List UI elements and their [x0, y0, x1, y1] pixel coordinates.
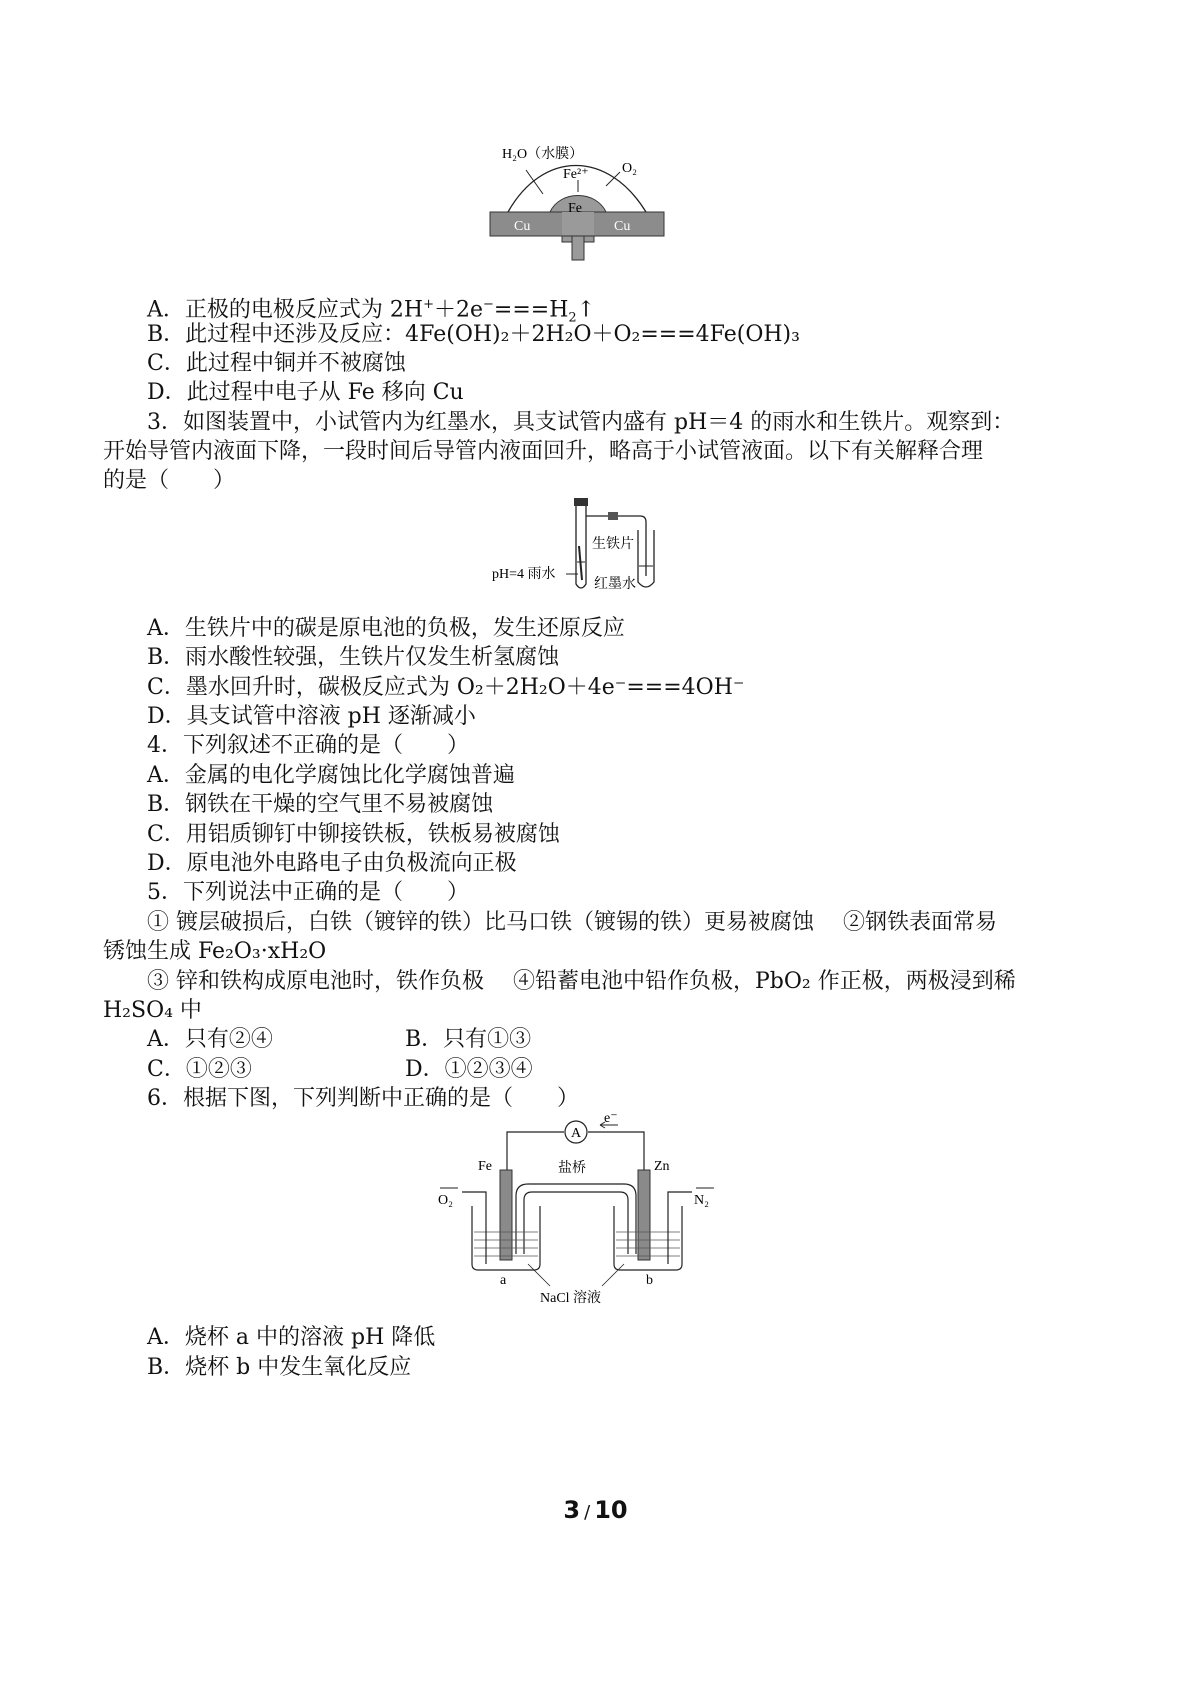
q3-option-a: A．生铁片中的碳是原电池的负极，发生还原反应: [147, 616, 625, 641]
q5-option-b: B．只有①③: [405, 1027, 532, 1052]
label-ammeter: A: [571, 1126, 582, 1141]
q2-option-b: B．此过程中还涉及反应：4Fe(OH)₂＋2H₂O＋O₂===4Fe(OH)₃: [147, 322, 800, 347]
page-total: 10: [594, 1496, 628, 1524]
figure-side-arm-tube: [490, 496, 670, 596]
q5-line3: ③ 锌和铁构成原电池时，铁作负极 ④铅蓄电池中铅作负极，PbO₂ 作正极，两极浸到稀: [147, 969, 1016, 994]
q4-option-a: A．金属的电化学腐蚀比化学腐蚀普遍: [147, 763, 515, 788]
side-arm-diagram: [490, 496, 670, 596]
label-iron: 生铁片: [592, 537, 634, 552]
clip: [608, 512, 618, 520]
label-ink: 红墨水: [594, 577, 636, 592]
salt-bridge-diagram: [432, 1114, 722, 1310]
label-nacl: NaCl 溶液: [540, 1291, 602, 1306]
zn-electrode: [638, 1170, 650, 1260]
label-o2: O₂: [438, 1193, 453, 1208]
q5-line4: H₂SO₄ 中: [103, 998, 202, 1023]
page-number: [0, 1496, 1191, 1524]
fe-rivet-shaft: [572, 236, 584, 260]
water-arrow: [526, 170, 543, 194]
figure-fe-cu-corrosion: [488, 142, 666, 262]
stopper: [574, 498, 588, 506]
q4-option-d: D．原电池外电路电子由负极流向正极: [147, 851, 517, 876]
label-cu-left: Cu: [514, 219, 531, 234]
fe-electrode: [500, 1170, 512, 1260]
nacl-pointer-b: [602, 1264, 624, 1286]
salt-bridge-outer: [516, 1184, 636, 1254]
q6-option-b: B．烧杯 b 中发生氧化反应: [147, 1355, 412, 1380]
wire-left: [507, 1132, 564, 1174]
o2-inlet: [462, 1192, 486, 1264]
label-bridge: 盐桥: [558, 1161, 586, 1176]
fe-cu-diagram: [488, 142, 666, 262]
label-a: a: [500, 1273, 507, 1288]
iron-strip: [579, 546, 582, 580]
label-b: b: [646, 1273, 653, 1288]
n2-inlet: [668, 1192, 692, 1264]
wire-right: [588, 1132, 644, 1174]
q4-stem: 4．下列叙述不正确的是（ ）: [147, 733, 469, 758]
page-separator: /: [584, 1502, 591, 1523]
q6-option-a: A．烧杯 a 中的溶液 pH 降低: [147, 1325, 436, 1350]
page-current: 3: [563, 1496, 581, 1524]
q3-option-c: C．墨水回升时，碳极反应式为 O₂＋2H₂O＋4e⁻===4OH⁻: [147, 675, 745, 700]
label-water: H₂O（水膜）: [502, 147, 584, 162]
label-n2: N₂: [694, 1193, 709, 1208]
q5-option-a: A．只有②④: [147, 1027, 273, 1052]
q3-stem-line1: 3．如图装置中，小试管内为红墨水，具支试管内盛有 pH＝4 的雨水和生铁片。观察到：: [147, 410, 1015, 435]
label-o2: O₂: [622, 161, 637, 176]
q6-stem: 6．根据下图，下列判断中正确的是（ ）: [147, 1086, 579, 1111]
label-cu-right: Cu: [614, 219, 631, 234]
label-zn: Zn: [654, 1159, 670, 1174]
q4-option-b: B．钢铁在干燥的空气里不易被腐蚀: [147, 792, 494, 817]
q5-option-c: C．①②③: [147, 1057, 252, 1082]
q3-option-d: D．具支试管中溶液 pH 逐渐减小: [147, 704, 476, 729]
q5-option-d: D．①②③④: [405, 1057, 533, 1082]
label-fe: Fe: [568, 201, 582, 216]
q4-option-c: C．用铝质铆钉中铆接铁板，铁板易被腐蚀: [147, 822, 560, 847]
q3-stem-line3: 的是（ ）: [103, 468, 236, 493]
label-rain: pH=4 雨水: [492, 567, 556, 582]
q3-stem-line2: 开始导管内液面下降，一段时间后导管内液面回升，略高于小试管液面。以下有关解释合理: [103, 439, 984, 464]
figure-salt-bridge-cell: [432, 1114, 722, 1310]
q2-option-a: A．正极的电极反应式为 $2H^++2e^-===H_2↑$: [147, 297, 596, 326]
q2-option-d: D．此过程中电子从 Fe 移向 Cu: [147, 380, 464, 405]
label-electron: e⁻: [604, 1114, 618, 1126]
label-fe: Fe: [478, 1159, 492, 1174]
q5-line1: ① 镀层破损后，白铁（镀锌的铁）比马口铁（镀锡的铁）更易被腐蚀 ②钢铁表面常易: [147, 910, 997, 935]
q3-option-b: B．雨水酸性较强，生铁片仅发生析氢腐蚀: [147, 645, 560, 670]
q2-option-c: C．此过程中铜并不被腐蚀: [147, 351, 406, 376]
q5-stem: 5．下列说法中正确的是（ ）: [147, 880, 469, 905]
q5-line2: 锈蚀生成 Fe₂O₃·xH₂O: [103, 939, 327, 964]
label-fe2: Fe²⁺: [563, 167, 589, 182]
